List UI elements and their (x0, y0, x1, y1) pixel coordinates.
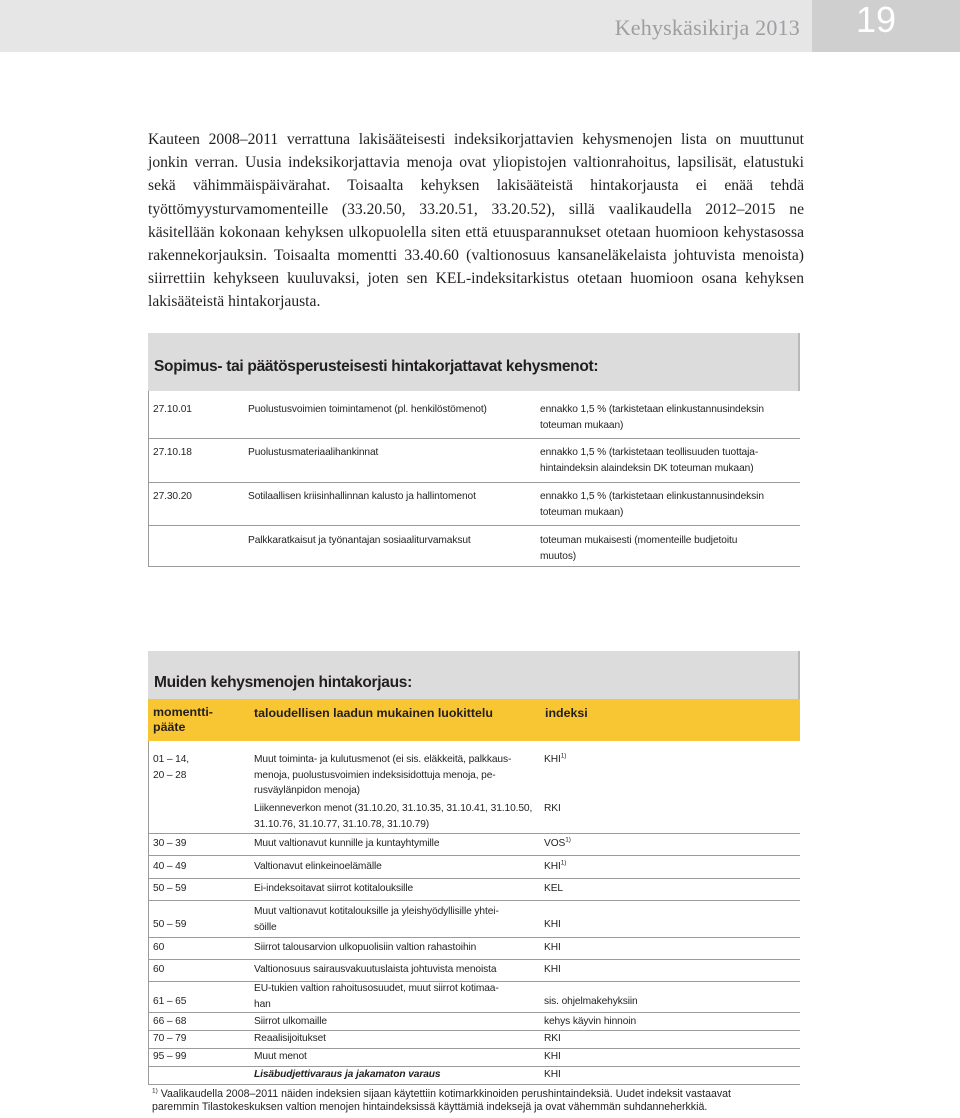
document-title: Kehyskäsikirja 2013 (614, 15, 800, 40)
contract-row-code: 27.10.01 (153, 404, 192, 415)
footnote-text: Vaalikaudella 2008–2011 näiden indeksien sijaan käytettiin kotimarkkinoiden perushintaindeksiä. Uudet indeksit vastaavat (160, 1088, 732, 1100)
other-row-desc (254, 752, 539, 799)
other-row-code: 61 – 65 (153, 996, 187, 1007)
row-divider (148, 833, 800, 834)
other-row-code-line: 20 – 28 (153, 769, 187, 781)
other-row-code: 50 – 59 (153, 883, 187, 894)
contract-row-index-line: muutos) (540, 550, 577, 562)
other-row-index: KHI (544, 1069, 561, 1080)
other-row-code: 95 – 99 (153, 1051, 187, 1062)
row-divider (148, 1066, 800, 1067)
other-row-index: sis. ohjelmakehyksiin (544, 996, 638, 1007)
index-value: KHI (544, 861, 561, 872)
other-row-desc: Valtionosuus sairausvakuutuslaista johtuvista menoista (254, 964, 497, 975)
other-row-desc-line: EU-tukien valtion rahoitusosuudet, muut siirrot kotimaa- (254, 983, 499, 994)
other-row-code: 66 – 68 (153, 1016, 187, 1027)
contract-row-index-line: toteuman mukaan) (540, 506, 624, 518)
other-row-index: RKI (544, 803, 561, 814)
row-divider (148, 937, 800, 938)
other-row-desc (254, 801, 539, 832)
row-divider (148, 525, 800, 526)
other-row-desc: Siirrot talousarvion ulkopuolisiin valtion rahastoihin (254, 942, 477, 953)
contract-row-index (540, 489, 800, 520)
contract-row-desc: Puolustusmateriaalihankinnat (248, 447, 379, 458)
footnote-line (152, 1088, 792, 1101)
contract-table-title: Sopimus- tai päätösperusteisesti hintakorjattavat kehysmenot: (154, 358, 599, 375)
other-row-code (153, 752, 189, 783)
footnote-ref: 1) (565, 836, 571, 844)
contract-row-desc: Palkkaratkaisut ja työnantajan sosiaaliturvamaksut (248, 535, 471, 546)
row-divider (148, 1030, 800, 1031)
other-row-desc-line: 31.10.76, 31.10.77, 31.10.78, 31.10.79) (254, 818, 430, 830)
other-row-code: 70 – 79 (153, 1033, 187, 1044)
contract-row-index-line: ennakko 1,5 % (tarkistetaan teollisuuden tuottaja- (540, 447, 759, 458)
other-row-code: 60 (153, 942, 165, 953)
other-row-code: 30 – 39 (153, 838, 187, 849)
footnote-ref: 1) (560, 859, 567, 867)
contract-row-index-line: toteuman mukaisesti (momenteille budjetoitu (540, 535, 738, 546)
row-divider (148, 482, 800, 483)
other-row-index (544, 859, 566, 875)
col-header-moment-line: pääte (153, 720, 186, 734)
contract-table-header (148, 333, 800, 391)
other-row-desc: Lisäbudjettivaraus ja jakamaton varaus (254, 1069, 441, 1080)
row-divider (148, 566, 800, 567)
page-number-box (812, 0, 960, 52)
row-divider (148, 900, 800, 901)
col-header-moment (153, 705, 213, 735)
other-table-header (148, 651, 800, 699)
other-row-desc-line: Muut valtionavut kotitalouksille ja yleishyödyllisille yhtei- (254, 906, 499, 917)
other-row-index: RKI (544, 1033, 561, 1044)
contract-row-index-line: ennakko 1,5 % (tarkistetaan elinkustannusindeksin (540, 491, 764, 502)
other-row-desc-line: Liikenneverkon menot (31.10.20, 31.10.35, 31.10.41, 31.10.50, (254, 803, 533, 814)
other-row-index: kehys käyvin hinnoin (544, 1016, 637, 1027)
other-row-desc: Valtionavut elinkeinoelämälle (254, 861, 382, 872)
other-row-code: 40 – 49 (153, 861, 187, 872)
page-header (0, 0, 960, 52)
other-row-desc: Siirrot ulkomaille (254, 1016, 327, 1027)
row-divider (148, 855, 800, 856)
other-row-code-line: 01 – 14, (153, 754, 190, 765)
index-value: KHI (544, 754, 561, 765)
row-divider (148, 1084, 800, 1085)
other-row-index: KHI (544, 919, 561, 930)
other-row-desc-line: han (254, 998, 271, 1010)
footnote-marker: 1) (152, 1087, 158, 1095)
footnote-ref: 1) (560, 752, 567, 760)
other-row-desc: Reaalisijoitukset (254, 1033, 326, 1044)
footnote (152, 1088, 792, 1114)
other-row-desc (254, 981, 539, 1012)
col-header-moment-line: momentti- (153, 705, 213, 719)
other-row-index: KEL (544, 883, 563, 894)
other-row-code: 60 (153, 964, 165, 975)
contract-row-code: 27.10.18 (153, 447, 192, 458)
page-number: 19 (855, 0, 896, 40)
other-row-desc-line: Muut toiminta- ja kulutusmenot (ei sis. eläkkeitä, palkkaus- (254, 754, 512, 765)
row-divider (148, 959, 800, 960)
other-row-desc: Ei-indeksoitavat siirrot kotitalouksille (254, 883, 414, 894)
other-row-desc-line: söille (254, 921, 277, 933)
other-table-left-border (148, 741, 149, 1084)
other-row-index: KHI (544, 964, 561, 975)
row-divider (148, 438, 800, 439)
intro-paragraph: Kauteen 2008–2011 verrattuna lakisääteisesti indeksikorjattavien kehysmenojen lista on muuttunut jonkin verran. Uusia indeksikorjattavia menoja ovat yliopistojen valtionrahoitus, lapsilisät, elatustuki sekä vähimmäispäivärahat. Toisaalta kehyksen lakisääteistä hintakorjausta ei enää tehdä työttömyysturvamomenteille (33.20.50, 33.20.51, 33.20.52), sillä vaalikaudella 2012–2015 ne käsitellään kokonaan kehyksen ulkopuolella siten että etuusparannukset otetaan huomioon kehystasossa rakennekorjauksin. Toisaalta momentti 33.40.60 (valtionosuus kansaneläkelaista johtuvista menoista) siirrettiin kehykseen kuuluvaksi, joten sen KEL-indeksitarkistus otetaan huomioon osana kehyksen lakisääteistä hintakorjausta. (148, 131, 804, 311)
other-row-desc: Muut menot (254, 1051, 307, 1062)
contract-row-desc: Puolustusvoimien toimintamenot (pl. henkilöstömenot) (248, 404, 487, 415)
contract-row-index-line: toteuman mukaan) (540, 419, 624, 431)
contract-row-index (540, 533, 800, 564)
other-row-desc: Muut valtionavut kunnille ja kuntayhtymille (254, 838, 440, 849)
row-divider (148, 1048, 800, 1049)
contract-row-index-line: ennakko 1,5 % (tarkistetaan elinkustannusindeksin (540, 404, 764, 415)
index-value: VOS (544, 838, 566, 849)
other-row-desc-line: menoja, puolustusvoimien indeksisidottuja menoja, pe- (254, 769, 496, 781)
contract-row-index (540, 445, 800, 476)
footnote-line: paremmin Tilastokeskuksen valtion menojen hintaindeksissä käyttämiä indeksejä ja ovat vähemmän suhdanneherkkiä. (152, 1101, 708, 1114)
other-row-index: KHI (544, 1051, 561, 1062)
contract-table-left-border (148, 391, 149, 566)
row-divider (148, 878, 800, 879)
col-header-classification: taloudellisen laadun mukainen luokittelu (254, 706, 493, 720)
other-row-index (544, 836, 571, 852)
other-table-column-header (148, 699, 800, 741)
other-row-desc-line: rusväylänpidon menoja) (254, 785, 360, 797)
other-row-index (544, 752, 566, 768)
contract-row-index (540, 402, 800, 433)
other-row-code: 50 – 59 (153, 919, 187, 930)
contract-row-index-line: hintaindeksin alaindeksin DK toteuman mukaan) (540, 462, 754, 474)
other-row-index: KHI (544, 942, 561, 953)
row-divider (148, 1012, 800, 1013)
contract-row-code: 27.30.20 (153, 491, 192, 502)
contract-row-desc: Sotilaallisen kriisinhallinnan kalusto ja hallintomenot (248, 491, 476, 502)
other-row-desc (254, 904, 539, 935)
col-header-index: indeksi (545, 706, 588, 720)
other-table-title: Muiden kehysmenojen hintakorjaus: (154, 674, 412, 691)
